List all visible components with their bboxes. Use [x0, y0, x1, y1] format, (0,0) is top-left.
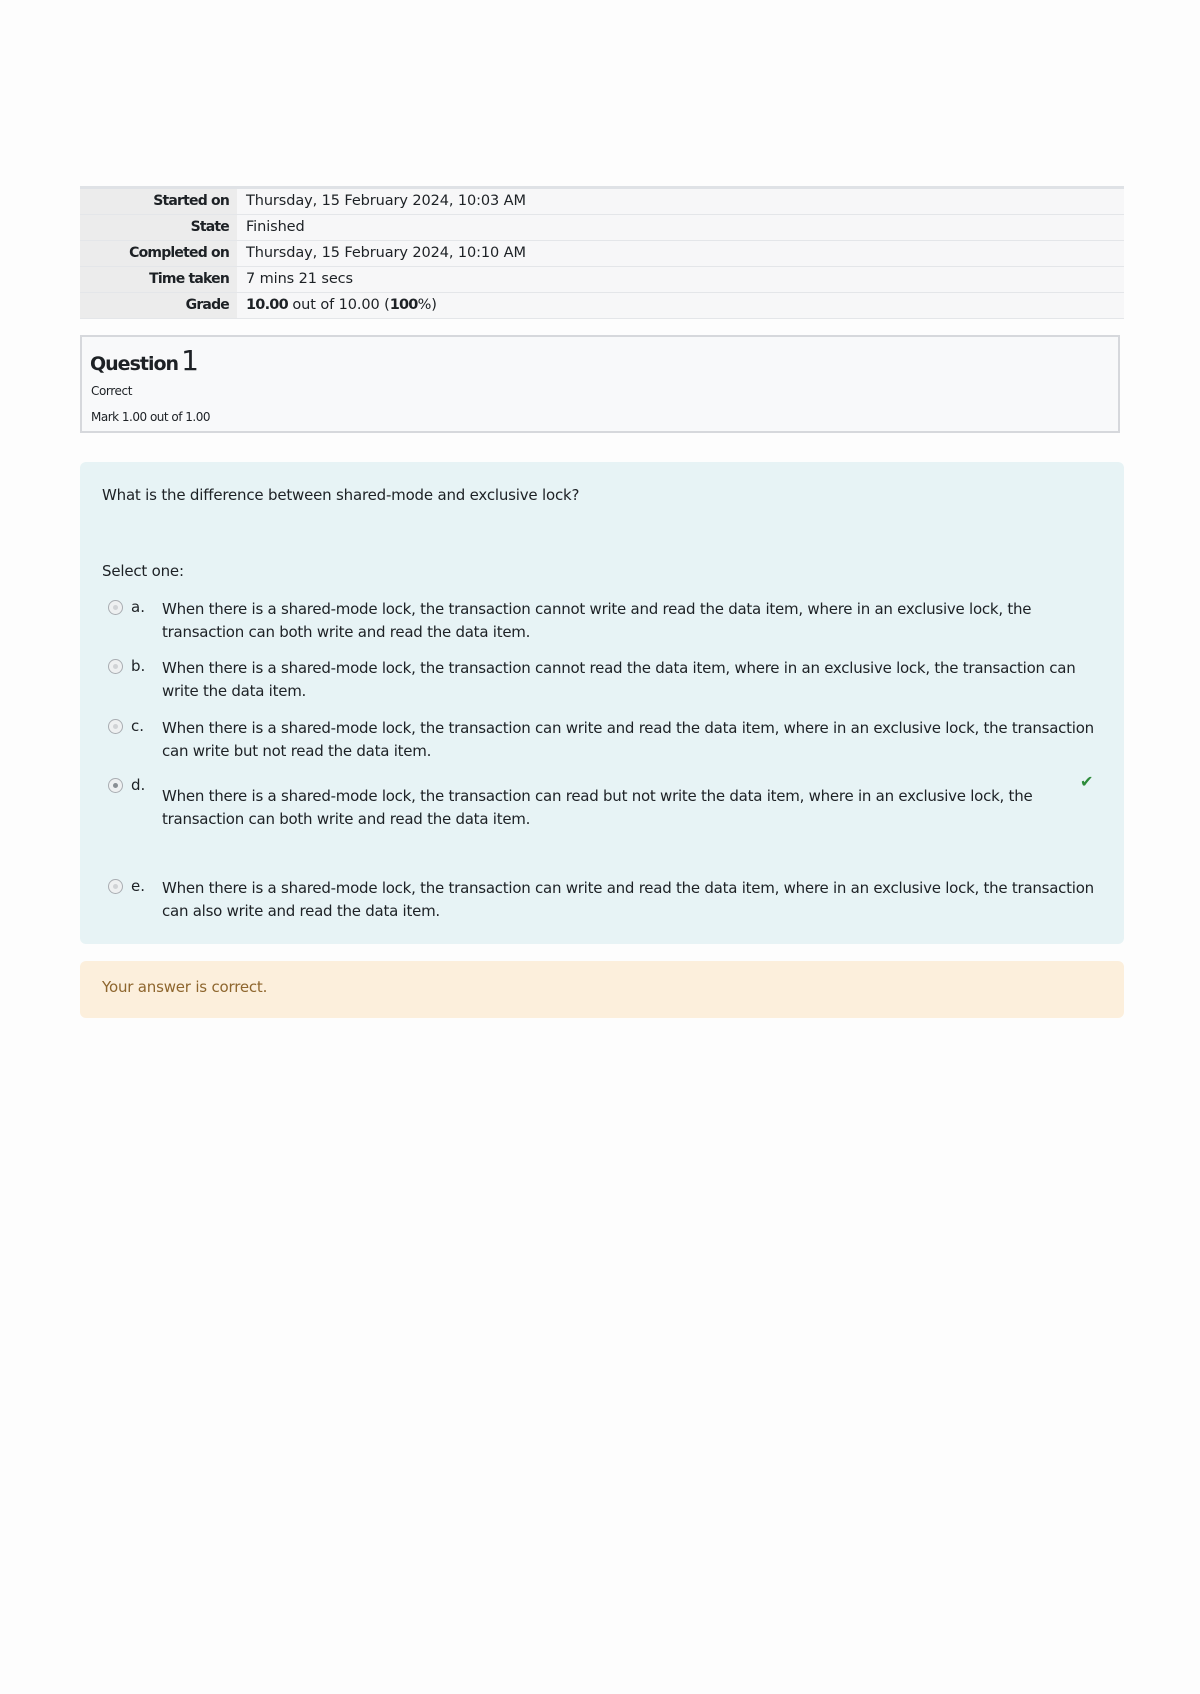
- summary-label: Grade: [80, 293, 237, 318]
- option-text: When there is a shared-mode lock, the transaction cannot write and read the data item, where in an exclusive lock, the transaction can both write and read the data item.: [162, 600, 1032, 641]
- grade-percent: 100: [389, 297, 418, 313]
- summary-row-grade: [80, 293, 1124, 319]
- select-one-prompt: Select one:: [102, 562, 184, 580]
- grade-out-of: out of 10.00 (: [287, 297, 390, 313]
- option-letter: d.: [131, 776, 146, 794]
- question-number: [90, 344, 199, 377]
- radio-button[interactable]: [108, 659, 123, 674]
- attempt-summary-table: [80, 186, 1124, 319]
- radio-button[interactable]: [108, 600, 123, 615]
- question-text: What is the difference between shared-mode and exclusive lock?: [102, 486, 580, 504]
- checkmark-icon: ✔: [1080, 772, 1094, 791]
- option-text: When there is a shared-mode lock, the transaction cannot read the data item, where in an exclusive lock, the transaction can write the data item.: [162, 659, 1076, 700]
- summary-label: State: [80, 215, 237, 240]
- question-mark: Mark 1.00 out of 1.00: [91, 410, 211, 424]
- question-title: Question: [90, 353, 179, 375]
- summary-value: 7 mins 21 secs: [246, 271, 354, 287]
- grade-percent-suffix: %): [417, 297, 437, 313]
- radio-button-selected[interactable]: [108, 778, 123, 793]
- option-text: When there is a shared-mode lock, the transaction can write and read the data item, where in an exclusive lock, the transaction can write but not read the data item.: [162, 719, 1094, 760]
- question-state: Correct: [91, 384, 132, 398]
- radio-button[interactable]: [108, 719, 123, 734]
- option-text: When there is a shared-mode lock, the transaction can write and read the data item, where in an exclusive lock, the transaction can also write and read the data item.: [162, 879, 1094, 920]
- summary-label: Completed on: [80, 241, 237, 266]
- option-letter: e.: [131, 877, 145, 895]
- summary-label: Started on: [80, 189, 237, 214]
- feedback-box: [80, 961, 1124, 1018]
- radio-button[interactable]: [108, 879, 123, 894]
- question-number-value: 1: [181, 344, 199, 377]
- summary-row-state: [80, 215, 1124, 241]
- option-letter: b.: [131, 657, 146, 675]
- grade-score: 10.00: [246, 297, 288, 313]
- feedback-text: Your answer is correct.: [102, 978, 268, 996]
- summary-row-time-taken: [80, 267, 1124, 293]
- option-text: When there is a shared-mode lock, the transaction can read but not write the data item, where in an exclusive lock, the transaction can both write and read the data item.: [162, 787, 1033, 828]
- summary-label: Time taken: [80, 267, 237, 292]
- summary-value: Finished: [246, 219, 305, 235]
- question-info-box: [80, 335, 1120, 433]
- grade-value: [237, 293, 437, 318]
- option-letter: c.: [131, 717, 145, 735]
- summary-value: Thursday, 15 February 2024, 10:03 AM: [246, 193, 526, 209]
- option-letter: a.: [131, 598, 145, 616]
- summary-row-completed: [80, 241, 1124, 267]
- summary-value: Thursday, 15 February 2024, 10:10 AM: [246, 245, 526, 261]
- question-formulation: [80, 462, 1124, 944]
- summary-row-started: [80, 189, 1124, 215]
